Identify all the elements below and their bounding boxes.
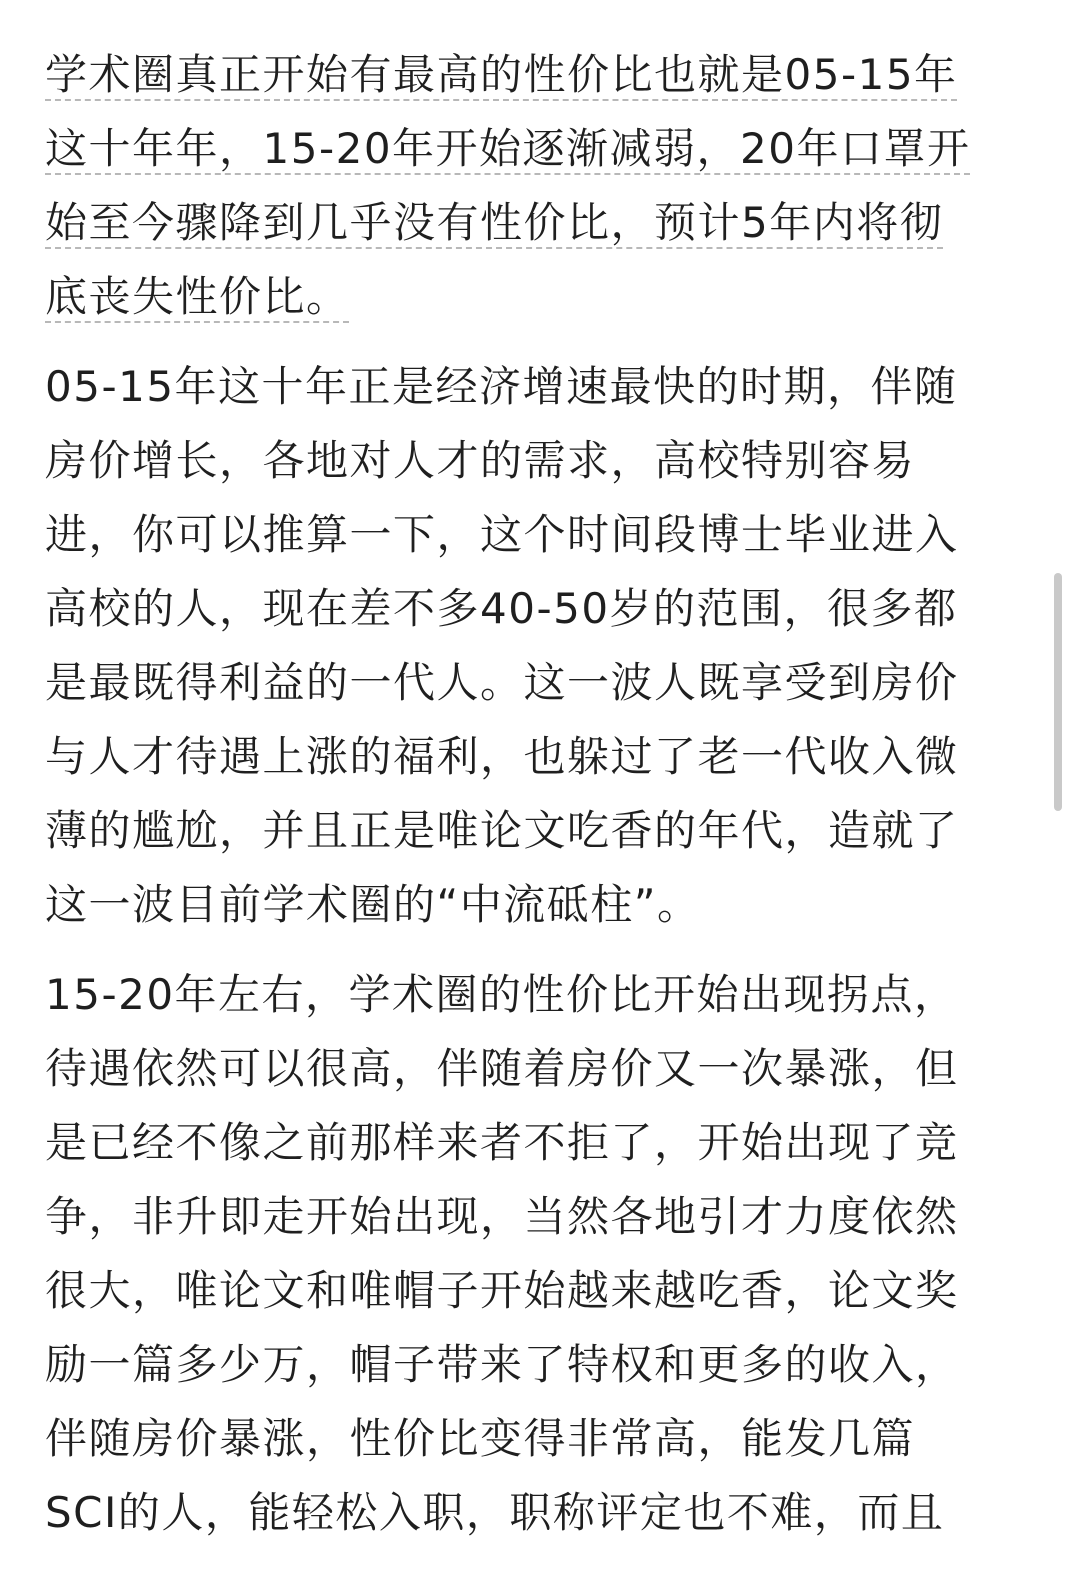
vertical-scrollbar[interactable] [1054, 573, 1062, 811]
text-line: SCI的人，能轻松入职，职称评定也不难，而且 [45, 1488, 945, 1537]
text-line: 是已经不像之前那样来者不拒了，开始出现了竞 [45, 1118, 959, 1167]
text-line: 这一波目前学术圈的“中流砥柱”。 [45, 880, 701, 929]
text-line: 与人才待遇上涨的福利，也躲过了老一代收入微 [45, 732, 959, 781]
text-line: 高校的人，现在差不多40-50岁的范围，很多都 [45, 584, 958, 633]
text-line: 待遇依然可以很高，伴随着房价又一次暴涨，但 [45, 1044, 959, 1093]
paragraph-1 [45, 38, 1020, 334]
text-line: 进，你可以推算一下，这个时间段博士毕业进入 [45, 510, 959, 559]
text-line: 很大，唯论文和唯帽子开始越来越吃香，论文奖 [45, 1266, 959, 1315]
text-line: 学术圈真正开始有最高的性价比也就是05-15年 [45, 50, 958, 99]
text-line: 15-20年左右，学术圈的性价比开始出现拐点， [45, 970, 958, 1019]
text-line: 这十年年，15-20年开始逐渐减弱，20年口罩开 [45, 124, 971, 173]
paragraph-3 [45, 958, 1020, 1550]
text-line: 伴随房价暴涨，性价比变得非常高，能发几篇 [45, 1414, 916, 1463]
article-body [45, 38, 1020, 1550]
text-line: 05-15年这十年正是经济增速最快的时期，伴随 [45, 362, 958, 411]
text-line: 房价增长，各地对人才的需求，高校特别容易 [45, 436, 916, 485]
text-line: 励一篇多少万，帽子带来了特权和更多的收入， [45, 1340, 959, 1389]
text-line: 底丧失性价比。 [45, 272, 350, 321]
text-line: 薄的尴尬，并且正是唯论文吃香的年代，造就了 [45, 806, 959, 855]
text-line: 争，非升即走开始出现，当然各地引才力度依然 [45, 1192, 959, 1241]
paragraph-2 [45, 350, 1020, 942]
text-line: 始至今骤降到几乎没有性价比，预计5年内将彻 [45, 198, 944, 247]
text-line: 是最既得利益的一代人。这一波人既享受到房价 [45, 658, 959, 707]
